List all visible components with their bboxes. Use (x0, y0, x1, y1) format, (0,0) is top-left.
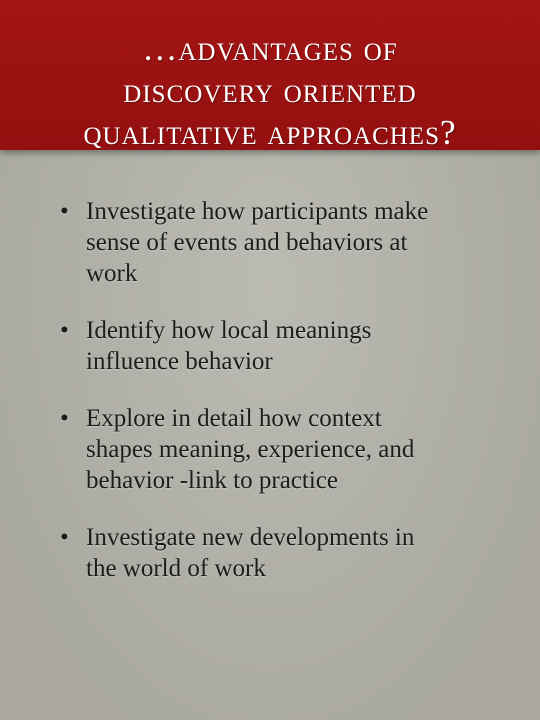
bullet-line: sense of events and behaviors at (86, 229, 408, 256)
bullet-item (60, 522, 520, 584)
bullet-item (60, 403, 520, 496)
title-line: discovery oriented (123, 71, 417, 110)
slide-title (0, 28, 540, 154)
bullet-line: influence behavior (86, 348, 273, 375)
title-bar (0, 0, 540, 150)
bullet-list (60, 196, 520, 610)
bullet-line: work (86, 260, 138, 287)
bullet-icon: • (60, 317, 69, 344)
bullet-line: shapes meaning, experience, and (86, 436, 415, 463)
bullet-item (60, 315, 520, 377)
bullet-icon: • (60, 524, 69, 551)
bullet-line: the world of work (86, 555, 266, 582)
bullet-line: Identify how local meanings (86, 317, 372, 344)
title-line: …advantages of (142, 29, 398, 68)
bullet-icon: • (60, 198, 69, 225)
bullet-line: behavior -link to practice (86, 467, 338, 494)
title-line: qualitative approaches? (83, 113, 457, 152)
bullet-line: Investigate how participants make (86, 198, 429, 225)
bullet-line: Explore in detail how context (86, 405, 382, 432)
bullet-item (60, 196, 520, 289)
bullet-icon: • (60, 405, 69, 432)
bullet-line: Investigate new developments in (86, 524, 415, 551)
